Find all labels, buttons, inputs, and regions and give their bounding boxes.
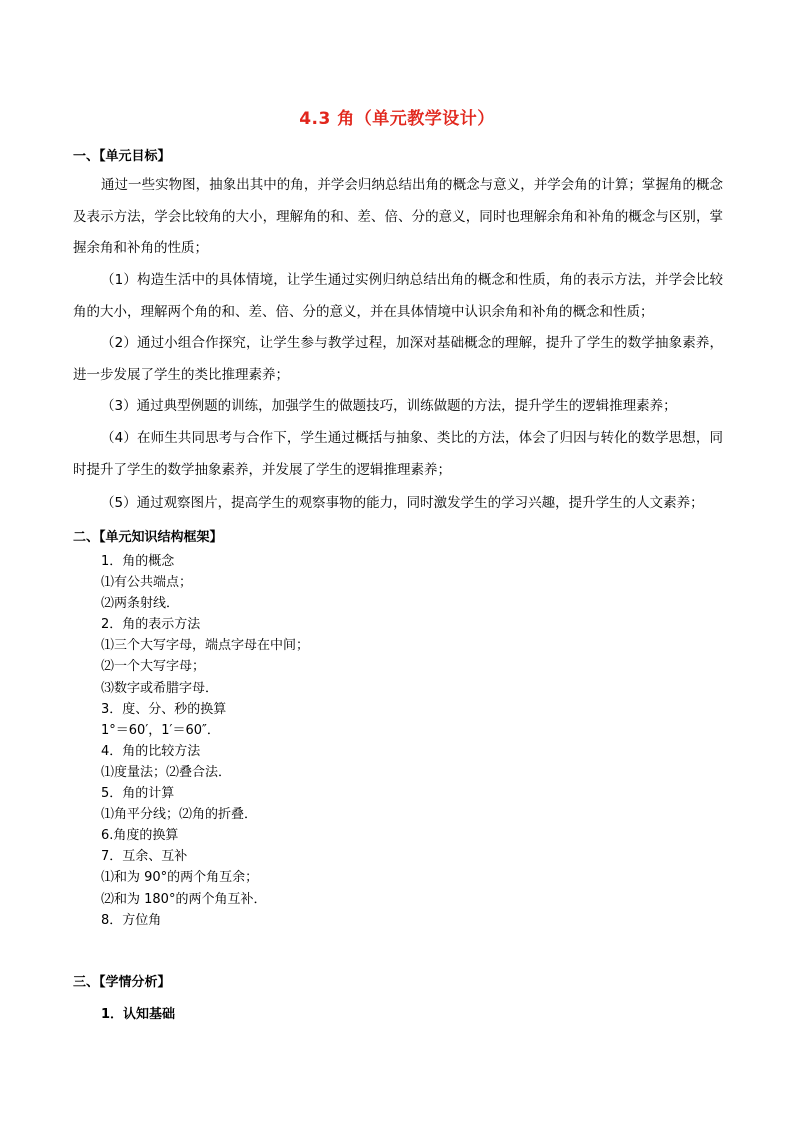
list-item: ⑴有公共端点；: [101, 575, 193, 591]
list-item: 4．角的比较方法: [101, 743, 201, 759]
section3-subheading: 1．认知基础: [101, 1007, 176, 1022]
list-item: ⑴角平分线；⑵角的折叠．: [101, 807, 258, 823]
knowledge-framework-list: [101, 551, 309, 931]
document-title: 4.3 角（单元教学设计）: [299, 109, 495, 129]
objective-item-2: （2）通过小组合作探究，让学生参与教学过程，加深对基础概念的理解，提升了学生的数学抽象素养，进一步发展了学生的类比推理素养；: [73, 335, 723, 383]
list-item: 6.角度的换算: [101, 828, 179, 844]
list-item: ⑵一个大写字母；: [101, 659, 206, 675]
list-item: 2．角的表示方法: [101, 617, 201, 633]
objective-item-5: （5）通过观察图片，提高学生的观察事物的能力，同时激发学生的学习兴趣，提升学生的人文素养；: [101, 495, 704, 511]
list-item: 5．角的计算: [101, 786, 175, 802]
section3-heading: 三、【学情分析】: [73, 975, 171, 990]
objective-item-3: （3）通过典型例题的训练，加强学生的做题技巧，训练做题的方法，提升学生的逻辑推理素养；: [101, 398, 677, 414]
list-item: 8．方位角: [101, 912, 162, 928]
list-item: 7．互余、互补: [101, 849, 188, 865]
section2-heading: 二、【单元知识结构框架】: [73, 530, 223, 545]
list-item: ⑴度量法；⑵叠合法．: [101, 764, 232, 780]
list-item: ⑶数字或希腊字母．: [101, 680, 219, 696]
list-item: 1°＝60′，1′＝60″．: [101, 722, 220, 738]
objective-item-1: （1）构造生活中的具体情境，让学生通过实例归纳总结出角的概念和性质，角的表示方法，并学会比较角的大小，理解两个角的和、差、倍、分的意义，并在具体情境中认识余角和补角的概念和性质；: [73, 272, 723, 320]
list-item: ⑴三个大写字母，端点字母在中间；: [101, 638, 310, 654]
section1-heading: 一、【单元目标】: [73, 149, 171, 164]
list-item: ⑴和为 90°的两个角互余；: [101, 870, 259, 886]
list-item: ⑵和为 180°的两个角互补．: [101, 891, 267, 907]
section1-intro: 通过一些实物图，抽象出其中的角，并学会归纳总结出角的概念与意义，并学会角的计算；掌握角的概念及表示方法，学会比较角的大小，理解角的和、差、倍、分的意义，同时也理解余角和补角的概念与区别，掌握余角和补角的性质；: [73, 177, 723, 256]
list-item: 1．角的概念: [101, 554, 175, 569]
list-item: 3．度、分、秒的换算: [101, 701, 227, 717]
list-item: ⑵两条射线．: [101, 596, 180, 612]
objective-item-4: （4）在师生共同思考与合作下，学生通过概括与抽象、类比的方法，体会了归因与转化的数学思想，同时提升了学生的数学抽象素养，并发展了学生的逻辑推理素养；: [73, 430, 723, 478]
